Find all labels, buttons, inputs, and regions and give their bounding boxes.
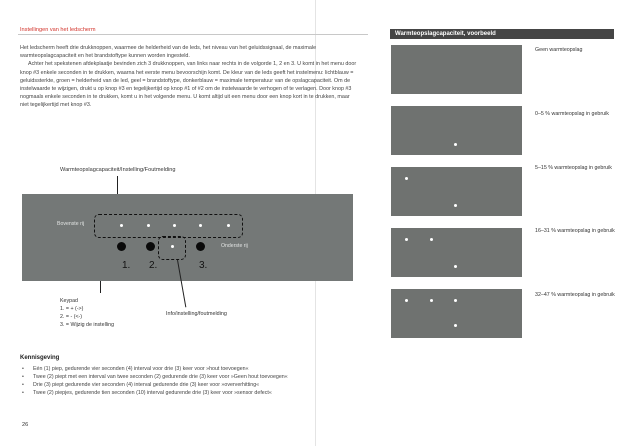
bottom-row-label: Onderste rij <box>221 243 248 249</box>
keypad-line-2: 2. = - (<-) <box>60 314 83 320</box>
title-rule <box>18 34 368 35</box>
info-setting-label: Info/instelling/foutmelding <box>166 311 227 317</box>
level-display-4 <box>391 228 522 277</box>
button-number-2: 2. <box>149 260 158 271</box>
top-led-5 <box>227 224 230 227</box>
level-display-1 <box>391 45 522 94</box>
top-row-highlight <box>94 214 243 238</box>
top-led-2 <box>147 224 150 227</box>
page-number: 26 <box>22 422 29 428</box>
intro-paragraph-1: Het ledscherm heeft drie drukknoppen, waarmee de helderheid van de leds, het niveau van het geluidssignaal, de maximale warmteopslagcapaciteit en het brandstoftype kunnen worden ingesteld. <box>20 45 317 60</box>
notice-title: Kennisgeving <box>20 355 60 361</box>
level-display-3 <box>391 167 522 216</box>
keypad-line-3: 3. = Wijzig de instelling <box>60 322 115 328</box>
notice-item: • Eén (1) piep, gedurende vier seconden (4) interval voor drie (3) keer voor »hout toevoegen« <box>20 365 288 373</box>
intro-paragraph-2: Achter het spekstenen afdekplaatje bevinden zich 3 drukknoppen, van links naar rechts in de volgorde 1, 2 en 3. U komt in het menu door knop #3 enkele seconden in te drukken, waarna het eerste menu bevoorschijn komt. De kleur van de leds geeft het instelmenu: lichtblauw = geluidssterkte, groen = helderheid van de led, geel = brandstoftype, donkerblauw = maximale temperatuur van de opslagcapaciteit. Om de instelwaarde te wijzigen, drukt u op knop #3 en tegelijkertijd op knop #1 of #2 om de instelwaarde te verhogen of te verlagen. Door knop #3 nogmaals enkele seconden in te drukken, komt u in het volgende menu. U komt altijd uit een menu door een knop kort in te drukken, maar niet tegelijkertijd met knop #3. <box>20 61 357 109</box>
keypad-line-1: 1. = + (->) <box>60 306 84 312</box>
top-led-1 <box>120 224 123 227</box>
keypad-legend <box>60 297 114 329</box>
info-led <box>171 245 174 248</box>
top-led <box>454 299 457 302</box>
top-led-4 <box>199 224 202 227</box>
bottom-led <box>454 143 457 146</box>
top-led <box>430 238 433 241</box>
button-2[interactable] <box>146 242 155 251</box>
button-1[interactable] <box>117 242 126 251</box>
top-led-3 <box>173 224 176 227</box>
level-label-1: Geen warmteopslag <box>535 47 583 53</box>
level-label-3: 5–15 % warmteopslag in gebruik <box>535 165 612 171</box>
notice-item: • Drie (3) piept gedurende vier seconden (4) interval gedurende drie (3) keer voor »oververhitting« <box>20 381 288 389</box>
top-led <box>405 299 408 302</box>
notice-item: • Twee (2) piepjes, gedurende tien seconden (10) interval gedurende drie (3) keer voor »sensor defect« <box>20 389 288 397</box>
level-label-4: 16–31 % warmteopslag in gebruik <box>535 228 615 234</box>
storage-capacity-label: Warmteopslagcapaciteit/Instelling/Foutmelding <box>60 167 176 173</box>
bottom-led <box>454 204 457 207</box>
leader-line-keypad <box>100 281 101 293</box>
keypad-title: Keypad <box>60 298 78 304</box>
button-number-1: 1. <box>122 260 131 271</box>
button-3[interactable] <box>196 242 205 251</box>
bottom-led <box>454 265 457 268</box>
example-header: Warmteopslagcapaciteit, voorbeeld <box>390 29 614 39</box>
section-title: Instellingen van het ledscherm <box>20 27 96 33</box>
notice-list <box>20 365 288 397</box>
bottom-led <box>454 324 457 327</box>
top-led <box>430 299 433 302</box>
level-display-5 <box>391 289 522 338</box>
info-led-highlight <box>158 236 186 260</box>
level-display-2 <box>391 106 522 155</box>
notice-item: • Twee (2) piept met een interval van twee seconden (2) gedurende drie (3) keer voor »Geen hout toevoegen« <box>20 373 288 381</box>
top-led <box>405 177 408 180</box>
level-label-2: 0–5 % warmteopslag in gebruik <box>535 111 609 117</box>
level-label-5: 32–47 % warmteopslag in gebruik <box>535 292 615 298</box>
top-led <box>405 238 408 241</box>
top-row-label: Bovenste rij <box>57 221 85 227</box>
led-display-panel <box>22 194 353 281</box>
intro-text <box>20 44 358 110</box>
button-number-3: 3. <box>199 260 208 271</box>
